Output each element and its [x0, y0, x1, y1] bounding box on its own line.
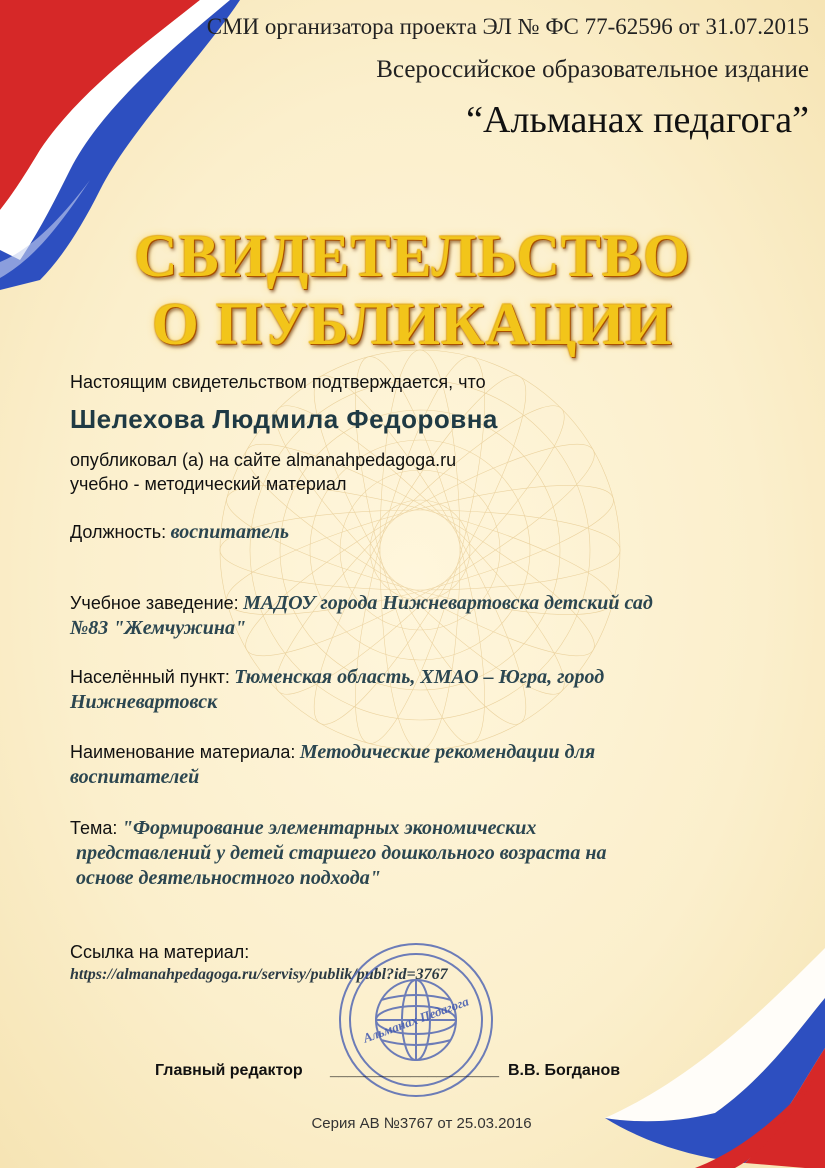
topic-value-cont1: представлений у детей старшего дошкольного возраста на [76, 842, 607, 864]
institution-value-cont: №83 "Жемчужина" [70, 617, 247, 639]
locality-value-cont: Нижневартовск [70, 691, 218, 713]
confirm-text: Настоящим свидетельством подтверждается, что [70, 372, 486, 392]
editor-role: Главный редактор [155, 1062, 303, 1079]
position-label: Должность: [70, 522, 167, 542]
link-label: Ссылка на материал: [70, 942, 250, 962]
edition-line: Всероссийское образовательное издание [376, 56, 809, 83]
topic-value: "Формирование элементарных экономических [121, 817, 537, 839]
locality-value: Тюменская область, ХМАО – Югра, город [234, 666, 605, 688]
institution-row [70, 592, 770, 615]
registration-line: СМИ организатора проекта ЭЛ № ФС 77-62596 от 31.07.2015 [206, 14, 809, 39]
locality-label: Населённый пункт: [70, 667, 230, 687]
stamp-text: Альманах Педагога [360, 993, 471, 1046]
material-row [70, 741, 770, 764]
journal-title: “Альманах педагога” [466, 99, 809, 141]
certificate-title-line2: О ПУБЛИКАЦИИ [152, 291, 673, 357]
flag-ribbon-bottom-right [545, 908, 825, 1168]
signature-line: ___________________ [330, 1062, 500, 1079]
topic-value-cont2: основе деятельностного подхода" [76, 867, 381, 889]
position-value: воспитатель [170, 521, 290, 543]
material-value: Методические рекомендации для [299, 741, 596, 763]
person-name: Шелехова Людмила Федоровна [70, 404, 498, 434]
institution-value: МАДОУ города Нижневартовска детский сад [243, 592, 653, 614]
position-row [70, 521, 770, 544]
material-value-cont: воспитателей [70, 766, 200, 788]
topic-label: Тема: [70, 818, 118, 838]
institution-label: Учебное заведение: [70, 593, 239, 613]
material-link[interactable]: https://almanahpedagoga.ru/servisy/publik/publ?id=3767 [70, 966, 448, 983]
certificate-title-line1: СВИДЕТЕЛЬСТВО [134, 223, 691, 289]
editor-name: В.В. Богданов [508, 1062, 621, 1079]
series-number: Серия АВ №3767 от 25.03.2016 [311, 1115, 532, 1132]
topic-row [70, 817, 770, 840]
material-type: учебно - методический материал [70, 474, 347, 494]
material-label: Наименование материала: [70, 742, 296, 762]
published-text: опубликовал (а) на сайте almanahpedagoga.ru [70, 450, 457, 470]
locality-row [70, 666, 770, 689]
